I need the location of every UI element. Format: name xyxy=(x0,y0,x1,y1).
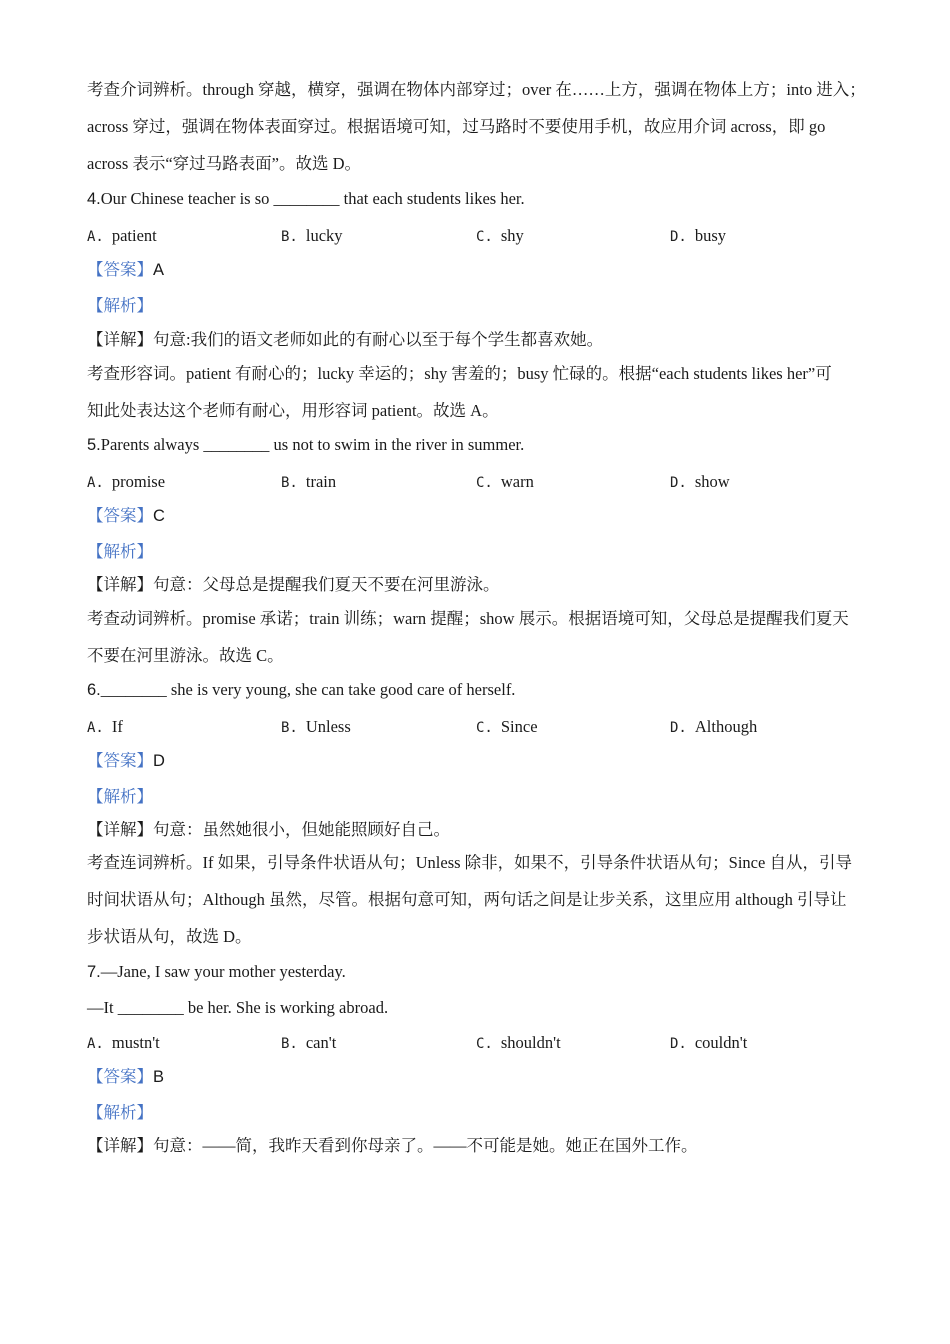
q5-answer xyxy=(87,505,165,527)
option-text: train xyxy=(305,472,337,491)
option-letter: D. xyxy=(670,475,687,491)
detail-tag: 【详解】 xyxy=(87,820,153,839)
q5-option-b xyxy=(281,471,336,494)
option-text: Although xyxy=(694,717,758,736)
option-text: promise xyxy=(111,472,166,491)
q7-detail xyxy=(87,1135,698,1157)
intro-line-2: across 穿过，强调在物体表面穿过。根据语境可知，过马路时不要使用手机，故应用介词 across，即 go xyxy=(87,117,826,136)
detail-text: 句意:我们的语文老师如此的有耐心以至于每个学生都喜欢她。 xyxy=(153,330,604,349)
option-letter: A. xyxy=(87,229,104,245)
q6-option-b xyxy=(281,716,351,739)
q5-option-d xyxy=(670,471,730,494)
option-text: lucky xyxy=(305,226,343,245)
question-number: 6. xyxy=(87,681,101,699)
q5-option-c xyxy=(476,471,534,494)
answer-value: B xyxy=(153,1068,165,1086)
question-number: 7. xyxy=(87,963,101,981)
option-letter: B. xyxy=(281,1036,298,1052)
option-text: can't xyxy=(305,1033,337,1052)
q6-analysis-tag: 【解析】 xyxy=(87,787,153,806)
option-letter: B. xyxy=(281,229,298,245)
q7-option-b xyxy=(281,1032,336,1055)
question-stem: ________ she is very young, she can take good care of herself. xyxy=(100,680,516,699)
detail-text: 句意：虽然她很小，但她能照顾好自己。 xyxy=(153,820,450,839)
option-text: Unless xyxy=(305,717,351,736)
q5-detail xyxy=(87,574,500,596)
q4-option-a xyxy=(87,225,157,248)
option-letter: B. xyxy=(281,475,298,491)
question-4 xyxy=(87,188,525,210)
option-letter: C. xyxy=(476,720,493,736)
q6-detail xyxy=(87,819,450,841)
answer-value: D xyxy=(153,752,165,770)
q4-explain-1: 考查形容词。patient 有耐心的；lucky 幸运的；shy 害羞的；busy 忙碌的。根据“each students likes her”可 xyxy=(87,364,832,383)
option-letter: B. xyxy=(281,720,298,736)
option-letter: D. xyxy=(670,720,687,736)
question-5 xyxy=(87,434,524,456)
question-stem: Parents always ________ us not to swim in the river in summer. xyxy=(100,435,525,454)
option-text: warn xyxy=(500,472,534,491)
question-7 xyxy=(87,961,346,983)
q4-detail xyxy=(87,329,603,351)
option-letter: C. xyxy=(476,475,493,491)
question-stem: Our Chinese teacher is so ________ that each students likes her. xyxy=(100,189,525,208)
question-number: 5. xyxy=(87,436,101,454)
q4-analysis-tag: 【解析】 xyxy=(87,296,153,315)
question-stem: —Jane, I saw your mother yesterday. xyxy=(100,962,346,981)
q4-explain-2: 知此处表达这个老师有耐心，用形容词 patient。故选 A。 xyxy=(87,401,499,420)
option-text: busy xyxy=(694,226,727,245)
q4-option-c xyxy=(476,225,524,248)
question-number: 4. xyxy=(87,190,101,208)
q7-option-d xyxy=(670,1032,747,1055)
detail-text: 句意：父母总是提醒我们夏天不要在河里游泳。 xyxy=(153,575,500,594)
option-letter: C. xyxy=(476,1036,493,1052)
detail-tag: 【详解】 xyxy=(87,330,153,349)
intro-line-3: across 表示“穿过马路表面”。故选 D。 xyxy=(87,154,362,173)
q6-option-a xyxy=(87,716,123,739)
q4-answer xyxy=(87,259,164,281)
q4-option-d xyxy=(670,225,726,248)
answer-tag: 【答案】 xyxy=(87,1067,153,1086)
option-text: mustn't xyxy=(111,1033,160,1052)
option-letter: A. xyxy=(87,475,104,491)
q7-answer xyxy=(87,1066,164,1088)
q5-analysis-tag: 【解析】 xyxy=(87,542,153,561)
option-letter: A. xyxy=(87,720,104,736)
q7-analysis-tag: 【解析】 xyxy=(87,1103,153,1122)
option-text: shy xyxy=(500,226,524,245)
option-text: patient xyxy=(111,226,157,245)
answer-tag: 【答案】 xyxy=(87,506,153,525)
detail-text: 句意：——简，我昨天看到你母亲了。——不可能是她。她正在国外工作。 xyxy=(153,1136,698,1155)
option-text: show xyxy=(694,472,730,491)
option-text: If xyxy=(111,717,123,736)
answer-tag: 【答案】 xyxy=(87,260,153,279)
q7-option-a xyxy=(87,1032,160,1055)
q6-explain-1: 考查连词辨析。If 如果，引导条件状语从句；Unless 除非，如果不，引导条件状语从句；Since 自从，引导 xyxy=(87,853,852,872)
detail-tag: 【详解】 xyxy=(87,575,153,594)
answer-tag: 【答案】 xyxy=(87,751,153,770)
option-letter: C. xyxy=(476,229,493,245)
option-text: couldn't xyxy=(694,1033,748,1052)
q6-option-d xyxy=(670,716,757,739)
q6-option-c xyxy=(476,716,538,739)
option-letter: D. xyxy=(670,1036,687,1052)
q6-explain-2: 时间状语从句；Although 虽然，尽管。根据句意可知，两句话之间是让步关系，这里应用 although 引导让 xyxy=(87,890,847,909)
question-7-line-2: —It ________ be her. She is working abroad. xyxy=(87,998,389,1017)
q6-answer xyxy=(87,750,165,772)
answer-value: A xyxy=(153,261,165,279)
q5-explain-2: 不要在河里游泳。故选 C。 xyxy=(87,646,284,665)
q4-option-b xyxy=(281,225,343,248)
option-letter: A. xyxy=(87,1036,104,1052)
option-text: shouldn't xyxy=(500,1033,561,1052)
q6-explain-3: 步状语从句，故选 D。 xyxy=(87,927,252,946)
option-letter: D. xyxy=(670,229,687,245)
detail-tag: 【详解】 xyxy=(87,1136,153,1155)
answer-value: C xyxy=(153,507,165,525)
q7-option-c xyxy=(476,1032,561,1055)
question-6 xyxy=(87,679,515,701)
intro-line-1: 考查介词辨析。through 穿越，横穿，强调在物体内部穿过；over 在……上方，强调在物体上方；into 进入； xyxy=(87,80,866,99)
option-text: Since xyxy=(500,717,538,736)
q5-explain-1: 考查动词辨析。promise 承诺；train 训练；warn 提醒；show 展示。根据语境可知，父母总是提醒我们夏天 xyxy=(87,609,849,628)
q5-option-a xyxy=(87,471,165,494)
